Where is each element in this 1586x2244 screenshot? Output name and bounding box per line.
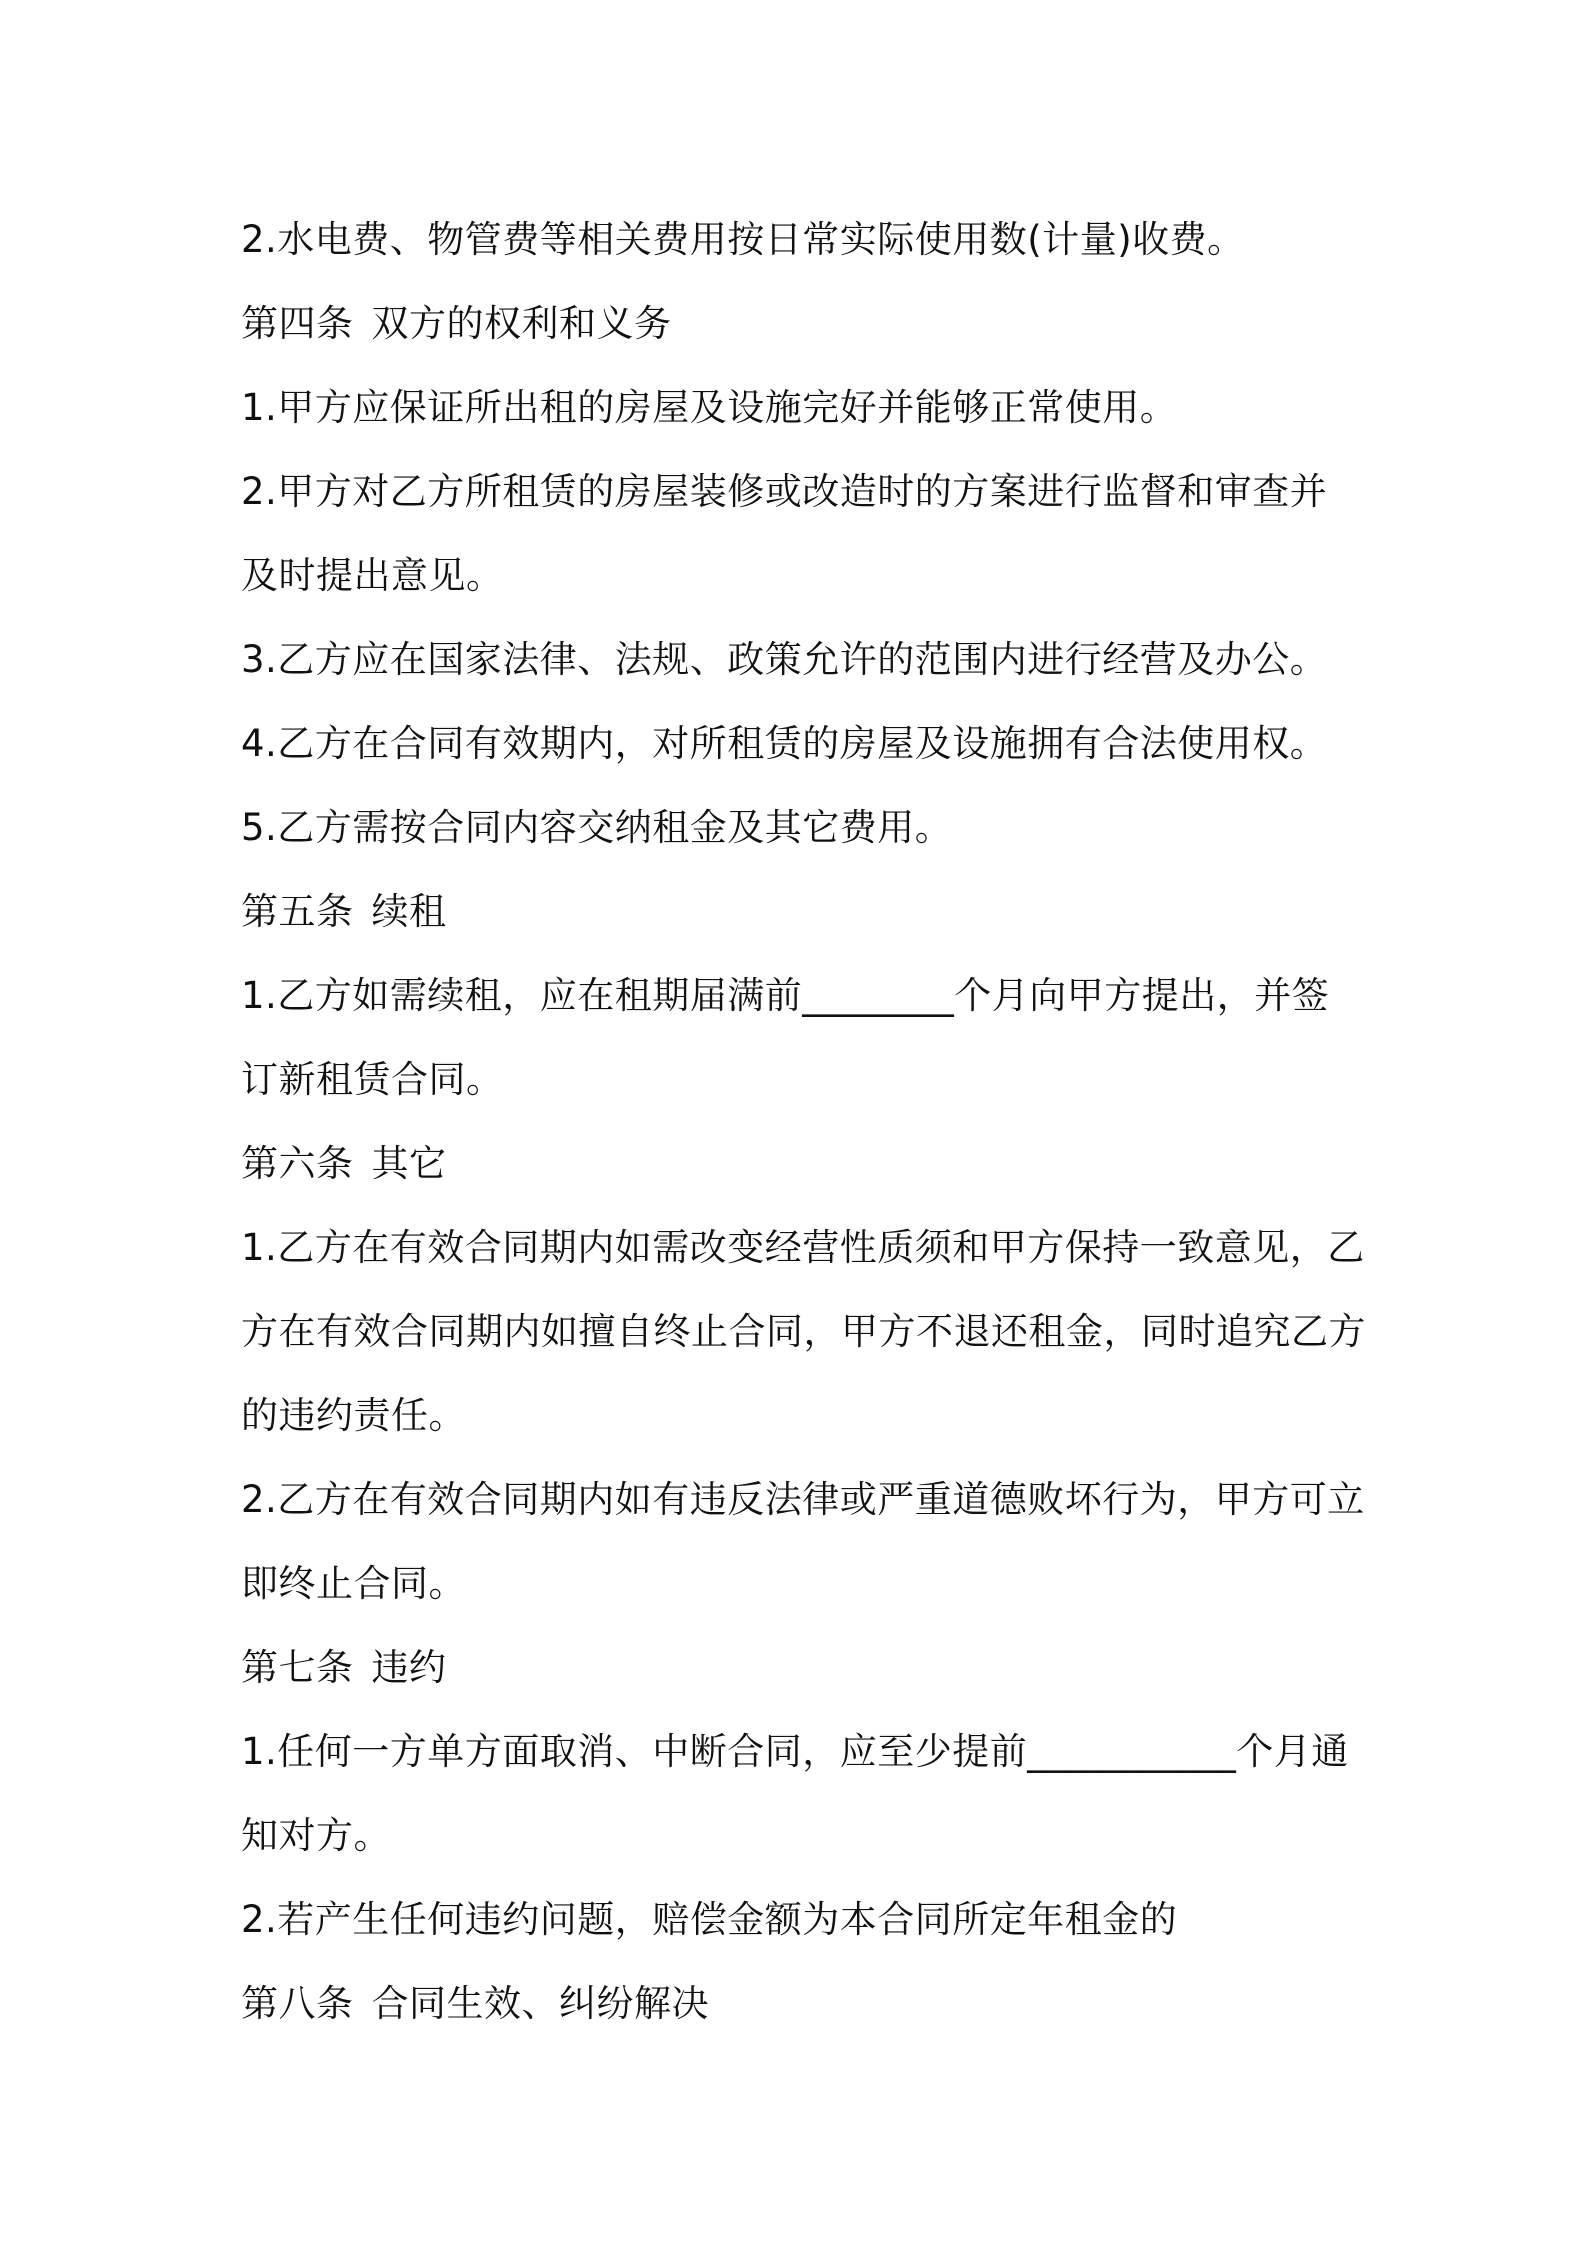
article-heading xyxy=(241,870,1386,954)
article-heading xyxy=(241,1122,1386,1206)
clause-text: 2.若产生任何违约问题，赔偿金额为本合同所定年租金的 xyxy=(241,1898,1178,1941)
article-number: 第八条 xyxy=(241,1982,354,2025)
clause-text: 5.乙方需按合同内容交纳租金及其它费用。 xyxy=(241,806,953,849)
clause-text: 方在有效合同期内如擅自终止合同，甲方不退还租金，同时追究乙方 xyxy=(241,1310,1366,1353)
article-number: 第七条 xyxy=(241,1646,354,1689)
clause-text: 1.任何一方单方面取消、中断合同，应至少提前___________个月通 xyxy=(241,1730,1349,1773)
clause-text: 1.乙方在有效合同期内如需改变经营性质须和甲方保持一致意见，乙 xyxy=(241,1226,1365,1269)
article-number: 第六条 xyxy=(241,1142,354,1185)
article-heading xyxy=(241,1962,1386,2046)
article-number: 第四条 xyxy=(241,302,354,345)
clause-text: 2.甲方对乙方所租赁的房屋装修或改造时的方案进行监督和审查并 xyxy=(241,470,1328,513)
article-number: 第五条 xyxy=(241,890,354,933)
clause-text: 4.乙方在合同有效期内，对所租赁的房屋及设施拥有合法使用权。 xyxy=(241,722,1328,765)
clause-text: 及时提出意见。 xyxy=(241,554,504,597)
clause-text: 知对方。 xyxy=(241,1814,391,1857)
clause-text: 2.乙方在有效合同期内如有违反法律或严重道德败坏行为，甲方可立 xyxy=(241,1478,1365,1521)
clause-text: 1.乙方如需续租，应在租期届满前________个月向甲方提出，并签 xyxy=(241,974,1330,1017)
article-title: 合同生效、纠纷解决 xyxy=(371,1982,709,2025)
clause-text: 1.甲方应保证所出租的房屋及设施完好并能够正常使用。 xyxy=(241,386,1178,429)
clause-text: 的违约责任。 xyxy=(241,1394,466,1437)
clause-text: 3.乙方应在国家法律、法规、政策允许的范围内进行经营及办公。 xyxy=(241,638,1328,681)
clause-text: 订新租赁合同。 xyxy=(241,1058,504,1101)
article-title: 违约 xyxy=(371,1646,447,1689)
article-title: 其它 xyxy=(371,1142,447,1185)
article-title: 续租 xyxy=(371,890,447,933)
clause-text: 2.水电费、物管费等相关费用按日常实际使用数(计量)收费。 xyxy=(241,218,1245,261)
article-heading xyxy=(241,282,1386,366)
article-heading xyxy=(241,1626,1386,1710)
article-title: 双方的权利和义务 xyxy=(371,302,672,345)
clause-text: 即终止合同。 xyxy=(241,1562,466,1605)
